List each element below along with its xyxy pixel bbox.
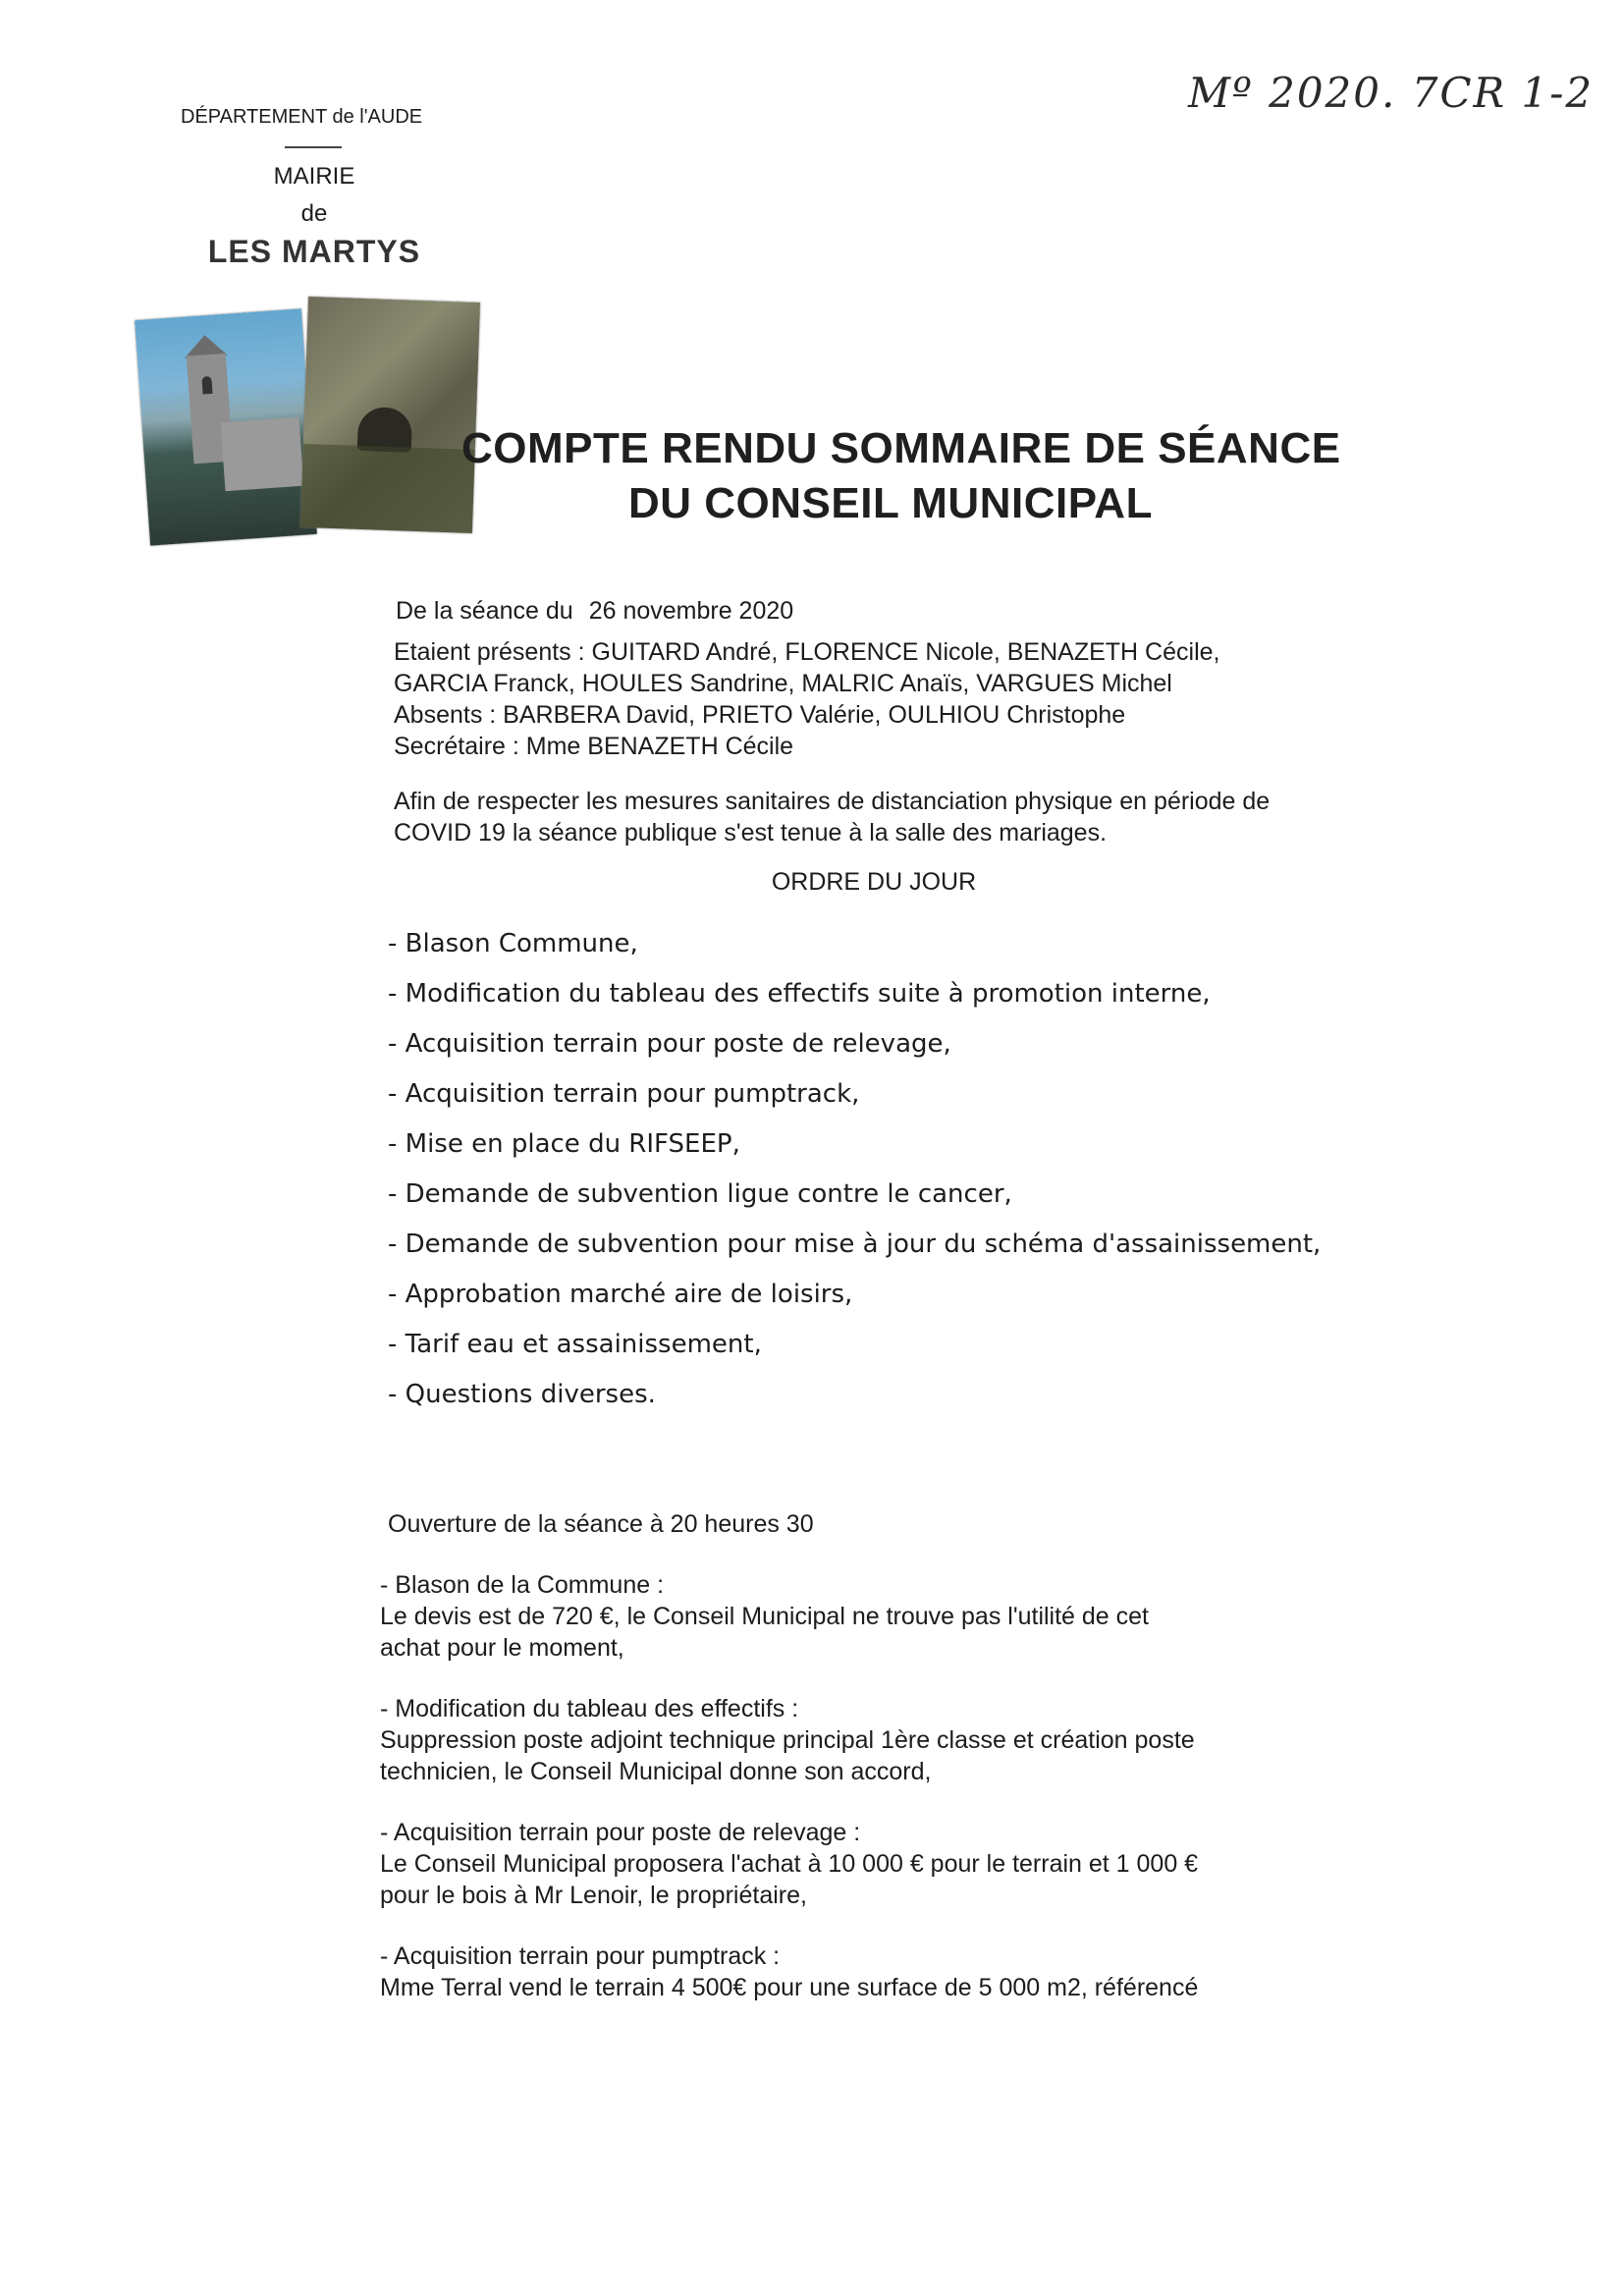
covid-note-line1: Afin de respecter les mesures sanitaires de distanciation physique en période de	[394, 788, 1271, 815]
agenda-item: - Questions diverses.	[388, 1380, 656, 1409]
present-members-line1: Etaient présents : GUITARD André, FLORENCE Nicole, BENAZETH Cécile,	[394, 638, 1220, 666]
agenda-item: - Acquisition terrain pour poste de relevage,	[388, 1029, 951, 1059]
agenda-item: - Tarif eau et assainissement,	[388, 1330, 762, 1359]
section-title: - Acquisition terrain pour poste de relevage :	[380, 1819, 861, 1846]
church-photo	[135, 308, 317, 545]
seance-date-value: 26 novembre 2020	[588, 597, 794, 625]
section-text: Mme Terral vend le terrain 4 500€ pour une surface de 5 000 m2, référencé	[380, 1974, 1199, 2001]
section-text: Le devis est de 720 €, le Conseil Municipal ne trouve pas l'utilité de cet	[380, 1603, 1150, 1630]
section-text: achat pour le moment,	[380, 1634, 624, 1662]
seance-date-label: De la séance du	[396, 597, 573, 625]
agenda-item: - Mise en place du RIFSEEP,	[388, 1129, 740, 1159]
agenda-item: - Demande de subvention ligue contre le cancer,	[388, 1179, 1012, 1209]
header-divider	[285, 146, 342, 148]
section-text: technicien, le Conseil Municipal donne son accord,	[380, 1758, 932, 1785]
section-title: - Blason de la Commune :	[380, 1571, 665, 1599]
document-title-line1: COMPTE RENDU SOMMAIRE DE SÉANCE	[461, 424, 1341, 472]
opening-time: Ouverture de la séance à 20 heures 30	[388, 1510, 814, 1538]
secretary: Secrétaire : Mme BENAZETH Cécile	[394, 733, 794, 760]
attendance-block	[394, 636, 1370, 762]
rock-cave-photo	[300, 297, 480, 533]
department-label: DÉPARTEMENT de l'AUDE	[181, 106, 423, 128]
document-body	[378, 595, 1370, 2033]
section-pumptrack	[380, 1941, 1370, 2003]
agenda-item: - Blason Commune,	[388, 929, 638, 958]
section-title: - Modification du tableau des effectifs :	[380, 1695, 799, 1722]
present-members-line2: GARCIA Franck, HOULES Sandrine, MALRIC Anaïs, VARGUES Michel	[394, 670, 1172, 697]
agenda-item: - Demande de subvention pour mise à jour du schéma d'assainissement,	[388, 1230, 1322, 1259]
agenda-list	[388, 919, 1370, 1420]
section-text: Suppression poste adjoint technique principal 1ère classe et création poste	[380, 1726, 1195, 1754]
seance-date-line	[396, 595, 1370, 627]
section-title: - Acquisition terrain pour pumptrack :	[380, 1942, 781, 1970]
mairie-de-label: de	[300, 200, 328, 227]
section-blason	[380, 1569, 1370, 1664]
handwritten-reference: Mº 2020. 7CR 1-2	[1188, 69, 1595, 117]
section-poste-relevage	[380, 1817, 1370, 1911]
agenda-item: - Approbation marché aire de loisirs,	[388, 1280, 853, 1309]
section-effectifs	[380, 1693, 1370, 1787]
section-text: pour le bois à Mr Lenoir, le propriétaire,	[380, 1882, 807, 1909]
agenda-item: - Acquisition terrain pour pumptrack,	[388, 1079, 860, 1109]
covid-note	[394, 786, 1370, 848]
commune-name: LES MARTYS	[207, 234, 421, 269]
agenda-heading: ORDRE DU JOUR	[771, 868, 977, 896]
mairie-label: MAIRIE	[273, 163, 355, 190]
covid-note-line2: COVID 19 la séance publique s'est tenue à la salle des mariages.	[394, 819, 1108, 847]
document-title-line2: DU CONSEIL MUNICIPAL	[628, 479, 1153, 527]
section-text: Le Conseil Municipal proposera l'achat à 10 000 € pour le terrain et 1 000 €	[380, 1850, 1199, 1878]
agenda-item: - Modification du tableau des effectifs suite à promotion interne,	[388, 979, 1211, 1009]
absent-members: Absents : BARBERA David, PRIETO Valérie, OULHIOU Christophe	[394, 701, 1126, 729]
